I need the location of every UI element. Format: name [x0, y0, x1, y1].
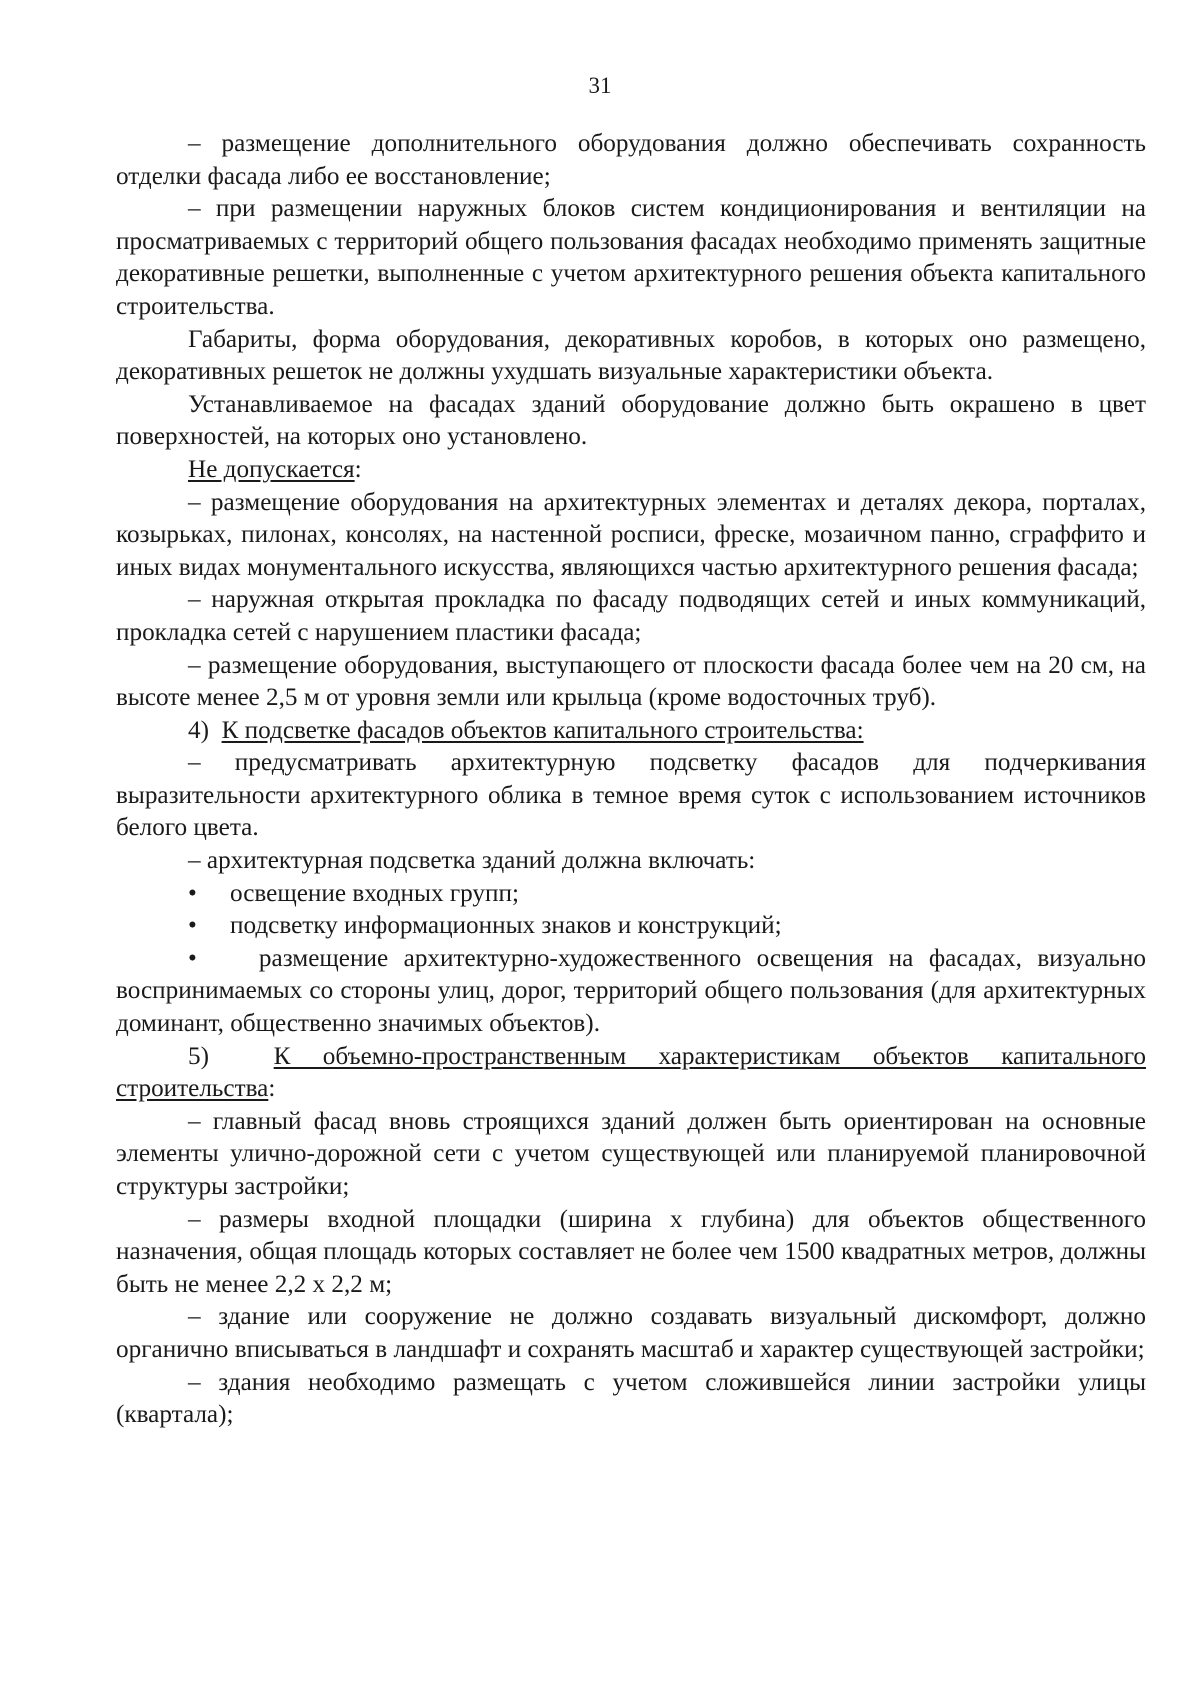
section-5-number: 5) [188, 1042, 209, 1070]
section-4-number: 4) [188, 716, 209, 744]
bullet-item-wrapped [116, 943, 1146, 1041]
section-4-heading: К подсветке фасадов объектов капитального строительства: [221, 716, 864, 744]
bullet-icon: • [188, 944, 197, 972]
page-number: 31 [588, 73, 612, 98]
bullet-text: освещение входных групп; [230, 879, 519, 907]
paragraph: – размещение дополнительного оборудования должно обеспечивать сохранность отделки фасада либо ее восстановление; [116, 130, 1146, 190]
not-allowed-heading: Не допускается [188, 455, 355, 483]
section-4-item: – предусматривать архитектурную подсветку фасадов для подчеркивания выразительности архитектурного облика в темное время суток с использованием источников белого цвета. [116, 749, 1146, 842]
bullet-text: размещение архитектурно-художественного освещения на фасадах, визуально воспринимаемых со стороны улиц, дорог, территорий общего пользования (для архитектурных доминант, общественно значимых объектов). [116, 944, 1146, 1038]
section-5-item: – размеры входной площадки (ширина х глубина) для объектов общественного назначения, общая площадь которых составляет не более чем 1500 квадратных метров, должны быть не менее 2,2 х 2,2 м; [116, 1205, 1146, 1298]
heading-colon: : [354, 455, 362, 483]
section-5-item: – главный фасад вновь строящихся зданий должен быть ориентирован на основные элементы улично-дорожной сети с учетом существующей или планируемой планировочной структуры застройки; [116, 1107, 1146, 1200]
section-5-heading-line [116, 1041, 1146, 1106]
section-4-item: – архитектурная подсветка зданий должна включать: [188, 847, 756, 875]
paragraph: Устанавливаемое на фасадах зданий оборудование должно быть окрашено в цвет поверхностей, на которых оно установлено. [116, 390, 1146, 451]
bullet-item [116, 878, 1146, 911]
bullet-icon: • [188, 912, 197, 940]
section-5-item: – здания необходимо размещать с учетом сложившейся линии застройки улицы (квартала); [116, 1368, 1146, 1429]
not-allowed-item: – размещение оборудования, выступающего от плоскости фасада более чем на 20 см, на высоте менее 2,5 м от уровня земли или крыльца (кроме водосточных труб). [116, 651, 1146, 712]
page-body [116, 128, 1146, 1432]
section-4-heading-line [116, 715, 1146, 748]
not-allowed-heading-line [116, 454, 1146, 487]
section-5-item: – здание или сооружение не должно создавать визуальный дискомфорт, должно органично вписываться в ландшафт и сохранять масштаб и характер существующей застройки; [116, 1303, 1146, 1363]
not-allowed-item: – размещение оборудования на архитектурных элементах и деталях декора, порталах, козырьках, пилонах, консолях, на настенной росписи, фреске, мозаичном панно, сграффито и иных видах монументального искусства, являющихся частью архитектурного решения фасада; [116, 488, 1146, 581]
section-5-heading: К объемно-пространственным характеристикам объектов капитального строительства [116, 1042, 1147, 1103]
bullet-text: подсветку информационных знаков и конструкций; [230, 912, 782, 940]
paragraph: Габариты, форма оборудования, декоративных коробов, в которых оно размещено, декоративных решеток не должны ухудшать визуальные характеристики объекта. [116, 325, 1146, 386]
bullet-item [116, 910, 1146, 943]
heading-colon: : [268, 1075, 276, 1103]
bullet-icon: • [188, 879, 197, 907]
not-allowed-item: – наружная открытая прокладка по фасаду подводящих сетей и иных коммуникаций, прокладка сетей с нарушением пластики фасада; [116, 586, 1146, 646]
paragraph: – при размещении наружных блоков систем кондиционирования и вентиляции на просматриваемых с территорий общего пользования фасадах необходимо применять защитные декоративные решетки, выполненные с учетом архитектурного решения объекта капитального строительства. [116, 195, 1146, 320]
